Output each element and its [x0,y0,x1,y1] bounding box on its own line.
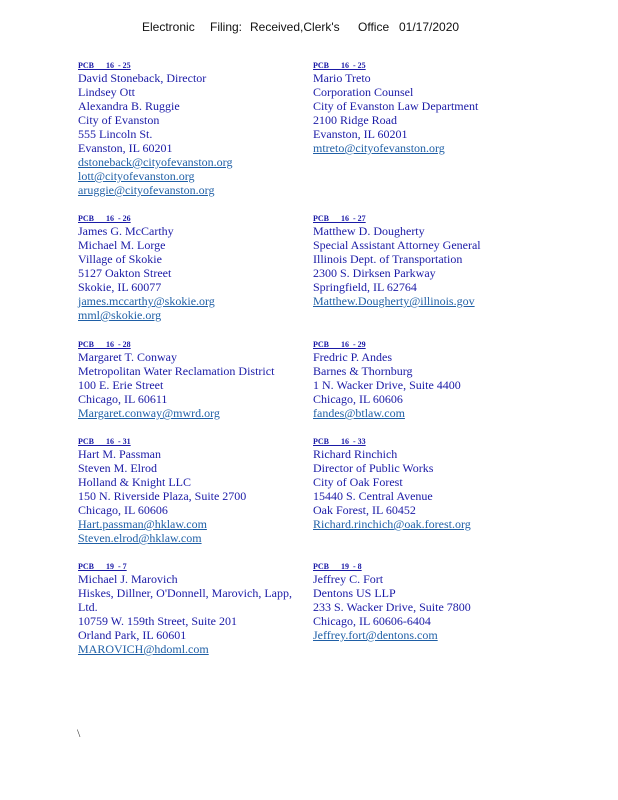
contact-line: City of Evanston Law Department [313,99,479,113]
service-block-dentons [313,561,548,642]
contact-line: Chicago, IL 60606-6404 [313,614,431,628]
contact-line: Alexandra B. Ruggie [78,99,180,113]
contact-line: Evanston, IL 60201 [313,127,408,141]
contact-line: 10759 W. 159th Street, Suite 201 [78,614,237,628]
pcb-number: PCB 16 - 25 [313,61,366,70]
contact-line: 15440 S. Central Avenue [313,489,433,503]
pcb-number: PCB 19 - 8 [313,562,362,571]
service-block-evanston-law [313,60,548,155]
contact-line: James G. McCarthy [78,224,174,238]
contact-line: 100 E. Erie Street [78,378,164,392]
email-link[interactable]: Jeffrey.fort@dentons.com [313,628,438,642]
pcb-number: PCB 16 - 31 [78,437,131,446]
stamp-filing: Filing: [210,20,243,34]
service-block-idot [313,213,548,308]
contact-line: Holland & Knight LLC [78,475,191,489]
service-block-oak-forest [313,436,548,531]
contact-line: Special Assistant Attorney General [313,238,481,252]
email-link[interactable]: fandes@btlaw.com [313,406,405,420]
email-link[interactable]: mml@skokie.org [78,308,162,322]
email-link[interactable]: james.mccarthy@skokie.org [78,294,215,308]
pcb-number: PCB 16 - 28 [78,340,131,349]
contact-line: Chicago, IL 60611 [78,392,168,406]
email-link[interactable]: lott@cityofevanston.org [78,169,195,183]
service-block-barnes-thornburg [313,339,548,420]
contact-line: Michael J. Marovich [78,572,178,586]
contact-line: 150 N. Riverside Plaza, Suite 2700 [78,489,247,503]
contact-line: 233 S. Wacker Drive, Suite 7800 [313,600,471,614]
contact-line: Skokie, IL 60077 [78,280,162,294]
email-link[interactable]: aruggie@cityofevanston.org [78,183,215,197]
email-link[interactable]: MAROVICH@hdoml.com [78,642,209,656]
stray-backslash-mark: \ [77,726,81,740]
pcb-number: PCB 16 - 33 [313,437,366,446]
pcb-number: PCB 16 - 25 [78,61,131,70]
stamp-electronic: Electronic [142,20,195,34]
contact-line: 2300 S. Dirksen Parkway [313,266,436,280]
contact-line: Richard Rinchich [313,447,398,461]
service-block-hiskes-dillner [78,561,308,656]
contact-line: Jeffrey C. Fort [313,572,384,586]
contact-line: 1 N. Wacker Drive, Suite 4400 [313,378,461,392]
contact-line: 5127 Oakton Street [78,266,172,280]
contact-line: Village of Skokie [78,252,162,266]
email-link[interactable]: dstoneback@cityofevanston.org [78,155,233,169]
contact-line: Hiskes, Dillner, O'Donnell, Marovich, Lapp, Ltd. [78,586,292,614]
email-link[interactable]: Richard.rinchich@oak.forest.org [313,517,471,531]
contact-line: Dentons US LLP [313,586,396,600]
pcb-number: PCB 16 - 26 [78,214,131,223]
contact-line: Illinois Dept. of Transportation [313,252,463,266]
contact-line: City of Evanston [78,113,160,127]
contact-line: Steven M. Elrod [78,461,157,475]
email-link[interactable]: Hart.passman@hklaw.com [78,517,207,531]
contact-line: Chicago, IL 60606 [78,503,168,517]
contact-line: 2100 Ridge Road [313,113,397,127]
email-link[interactable]: Matthew.Dougherty@illinois.gov [313,294,475,308]
contact-line: Mario Treto [313,71,371,85]
contact-line: David Stoneback, Director [78,71,207,85]
contact-line: Chicago, IL 60606 [313,392,403,406]
contact-line: Metropolitan Water Reclamation District [78,364,275,378]
service-block-mwrd [78,339,313,420]
contact-line: Margaret T. Conway [78,350,177,364]
contact-line: Orland Park, IL 60601 [78,628,187,642]
contact-line: Hart M. Passman [78,447,161,461]
contact-line: Director of Public Works [313,461,434,475]
pcb-number: PCB 16 - 29 [313,340,366,349]
service-block-skokie [78,213,313,322]
contact-line: Evanston, IL 60201 [78,141,173,155]
email-link[interactable]: mtreto@cityofevanston.org [313,141,445,155]
contact-line: Michael M. Lorge [78,238,166,252]
contact-line: Springfield, IL 62764 [313,280,417,294]
service-block-holland-knight [78,436,313,545]
contact-line: Fredric P. Andes [313,350,392,364]
contact-line: Corporation Counsel [313,85,414,99]
stamp-received-clerks: Received,Clerk's [250,20,340,34]
email-link[interactable]: Margaret.conway@mwrd.org [78,406,220,420]
stamp-office: Office [358,20,390,34]
contact-line: City of Oak Forest [313,475,403,489]
contact-line: Oak Forest, IL 60452 [313,503,416,517]
pcb-number: PCB 19 - 7 [78,562,127,571]
contact-line: Barnes & Thornburg [313,364,413,378]
pcb-number: PCB 16 - 27 [313,214,366,223]
contact-line: Lindsey Ott [78,85,135,99]
stamp-date: 01/17/2020 [399,20,460,34]
service-block-evanston-public-works [78,60,313,197]
contact-line: 555 Lincoln St. [78,127,153,141]
contact-line: Matthew D. Dougherty [313,224,425,238]
email-link[interactable]: Steven.elrod@hklaw.com [78,531,202,545]
